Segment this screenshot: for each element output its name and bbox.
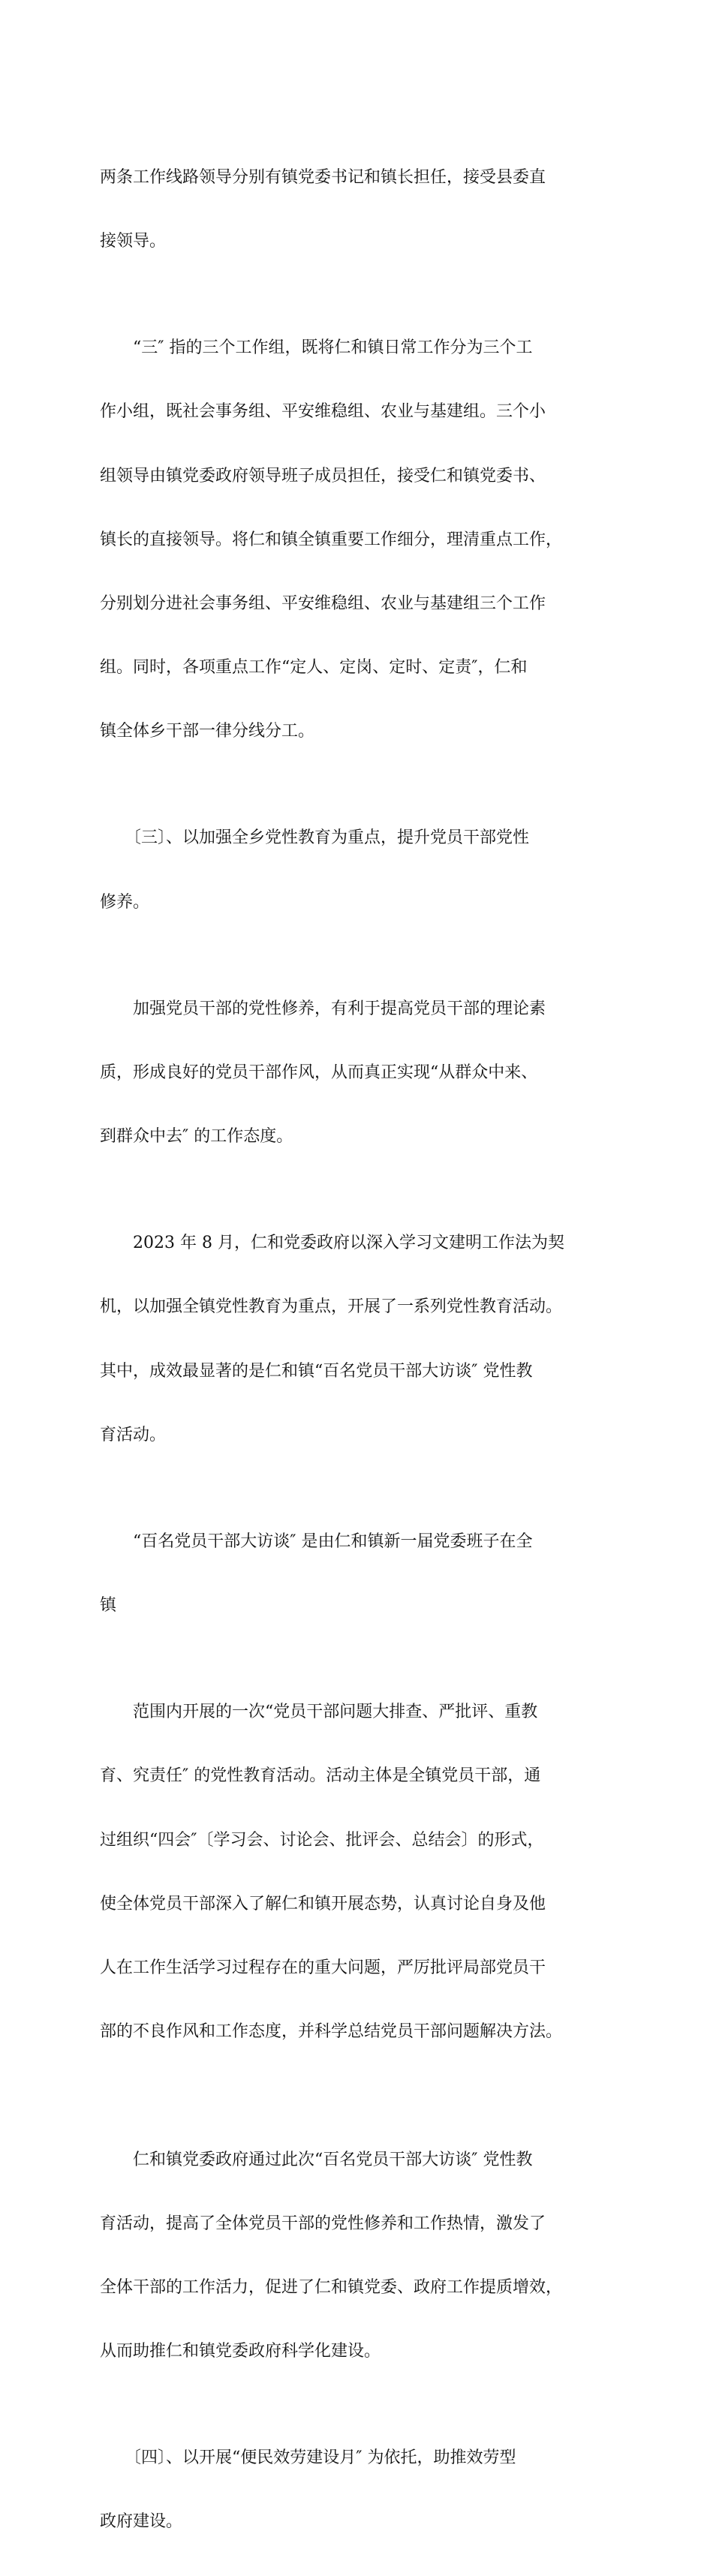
text-line: 〔四〕、以开展“便民效劳建设月″ 为依托，助推效劳型: [100, 2448, 516, 2468]
paragraph: [100, 1190, 625, 1489]
text-line: 〔三〕、以加强全乡党性教育为重点，提升党员干部党性: [100, 828, 530, 848]
text-line: 部的不良作风和工作态度，并科学总结党员干部问题解决方法。: [100, 2022, 563, 2042]
paragraph: [100, 786, 625, 956]
text-line: 到群众中去″ 的工作态度。: [100, 1127, 293, 1147]
text-line: 加强党员干部的党性修养，有利于提高党员干部的理论素: [100, 999, 546, 1018]
text-line: 作小组，既社会事务组、平安维稳组、农业与基建组。三个小: [100, 402, 546, 422]
text-line: 育活动。: [100, 1425, 167, 1444]
paragraph: [100, 295, 625, 785]
paragraph: [100, 125, 625, 295]
text-line: 2023 年 8 月，仁和党委政府以深入学习文建明工作法为契: [100, 1234, 564, 1253]
paragraph: [100, 1489, 625, 1659]
text-line: 修养。: [100, 892, 150, 912]
paragraph: [100, 2405, 625, 2575]
blank-line: [100, 2085, 625, 2106]
text-line: 其中，成效最显著的是仁和镇“百名党员干部大访谈″ 党性教: [100, 1361, 533, 1381]
text-line: 机，以加强全镇党性教育为重点，开展了一系列党性教育活动。: [100, 1297, 563, 1317]
text-line: “三″ 指的三个工作组，既将仁和镇日常工作分为三个工: [100, 338, 533, 358]
text-line: 育、究责任″ 的党性教育活动。活动主体是全镇党员干部，通: [100, 1766, 541, 1786]
text-line: 质，形成良好的党员干部作风，从而真正实现“从群众中来、: [100, 1063, 538, 1082]
text-line: 育活动，提高了全体党员干部的党性修养和工作热情，激发了: [100, 2214, 546, 2233]
text-line: 从而助推仁和镇党委政府科学化建设。: [100, 2342, 381, 2361]
text-line: 镇全体乡干部一律分线分工。: [100, 722, 315, 741]
text-line: 镇: [100, 1596, 117, 1616]
text-line: “百名党员干部大访谈″ 是由仁和镇新一届党委班子在全: [100, 1531, 533, 1551]
text-line: 政府建设。: [100, 2512, 183, 2532]
text-line: 过组织“四会″〔学习会、讨论会、批评会、总结会〕的形式，: [100, 1830, 544, 1850]
text-line: 接领导。: [100, 232, 167, 251]
paragraph: [100, 2107, 625, 2406]
text-line: 范围内开展的一次“党员干部问题大排查、严批评、重教: [100, 1703, 538, 1722]
text-line: 全体干部的工作活力，促进了仁和镇党委、政府工作提质增效，: [100, 2278, 563, 2298]
paragraph: [100, 956, 625, 1190]
text-line: 人在工作生活学习过程存在的重大问题，严厉批评局部党员干: [100, 1958, 546, 1977]
text-line: 两条工作线路领导分别有镇党委书记和镇长担任，接受县委直: [100, 167, 546, 187]
text-line: 使全体党员干部深入了解仁和镇开展态势，认真讨论自身及他: [100, 1894, 546, 1913]
text-line: 分别划分进社会事务组、平安维稳组、农业与基建组三个工作: [100, 594, 546, 613]
text-line: 镇长的直接领导。将仁和镇全镇重要工作细分，理清重点工作，: [100, 530, 563, 549]
text-line: 仁和镇党委政府通过此次“百名党员干部大访谈″ 党性教: [100, 2150, 533, 2169]
paragraph: [100, 1659, 625, 2085]
text-line: 组领导由镇党委政府领导班子成员担任，接受仁和镇党委书、: [100, 466, 546, 485]
document-body: [100, 125, 625, 2576]
text-line: 组。同时，各项重点工作“定人、定岗、定时、定责″，仁和: [100, 658, 528, 678]
